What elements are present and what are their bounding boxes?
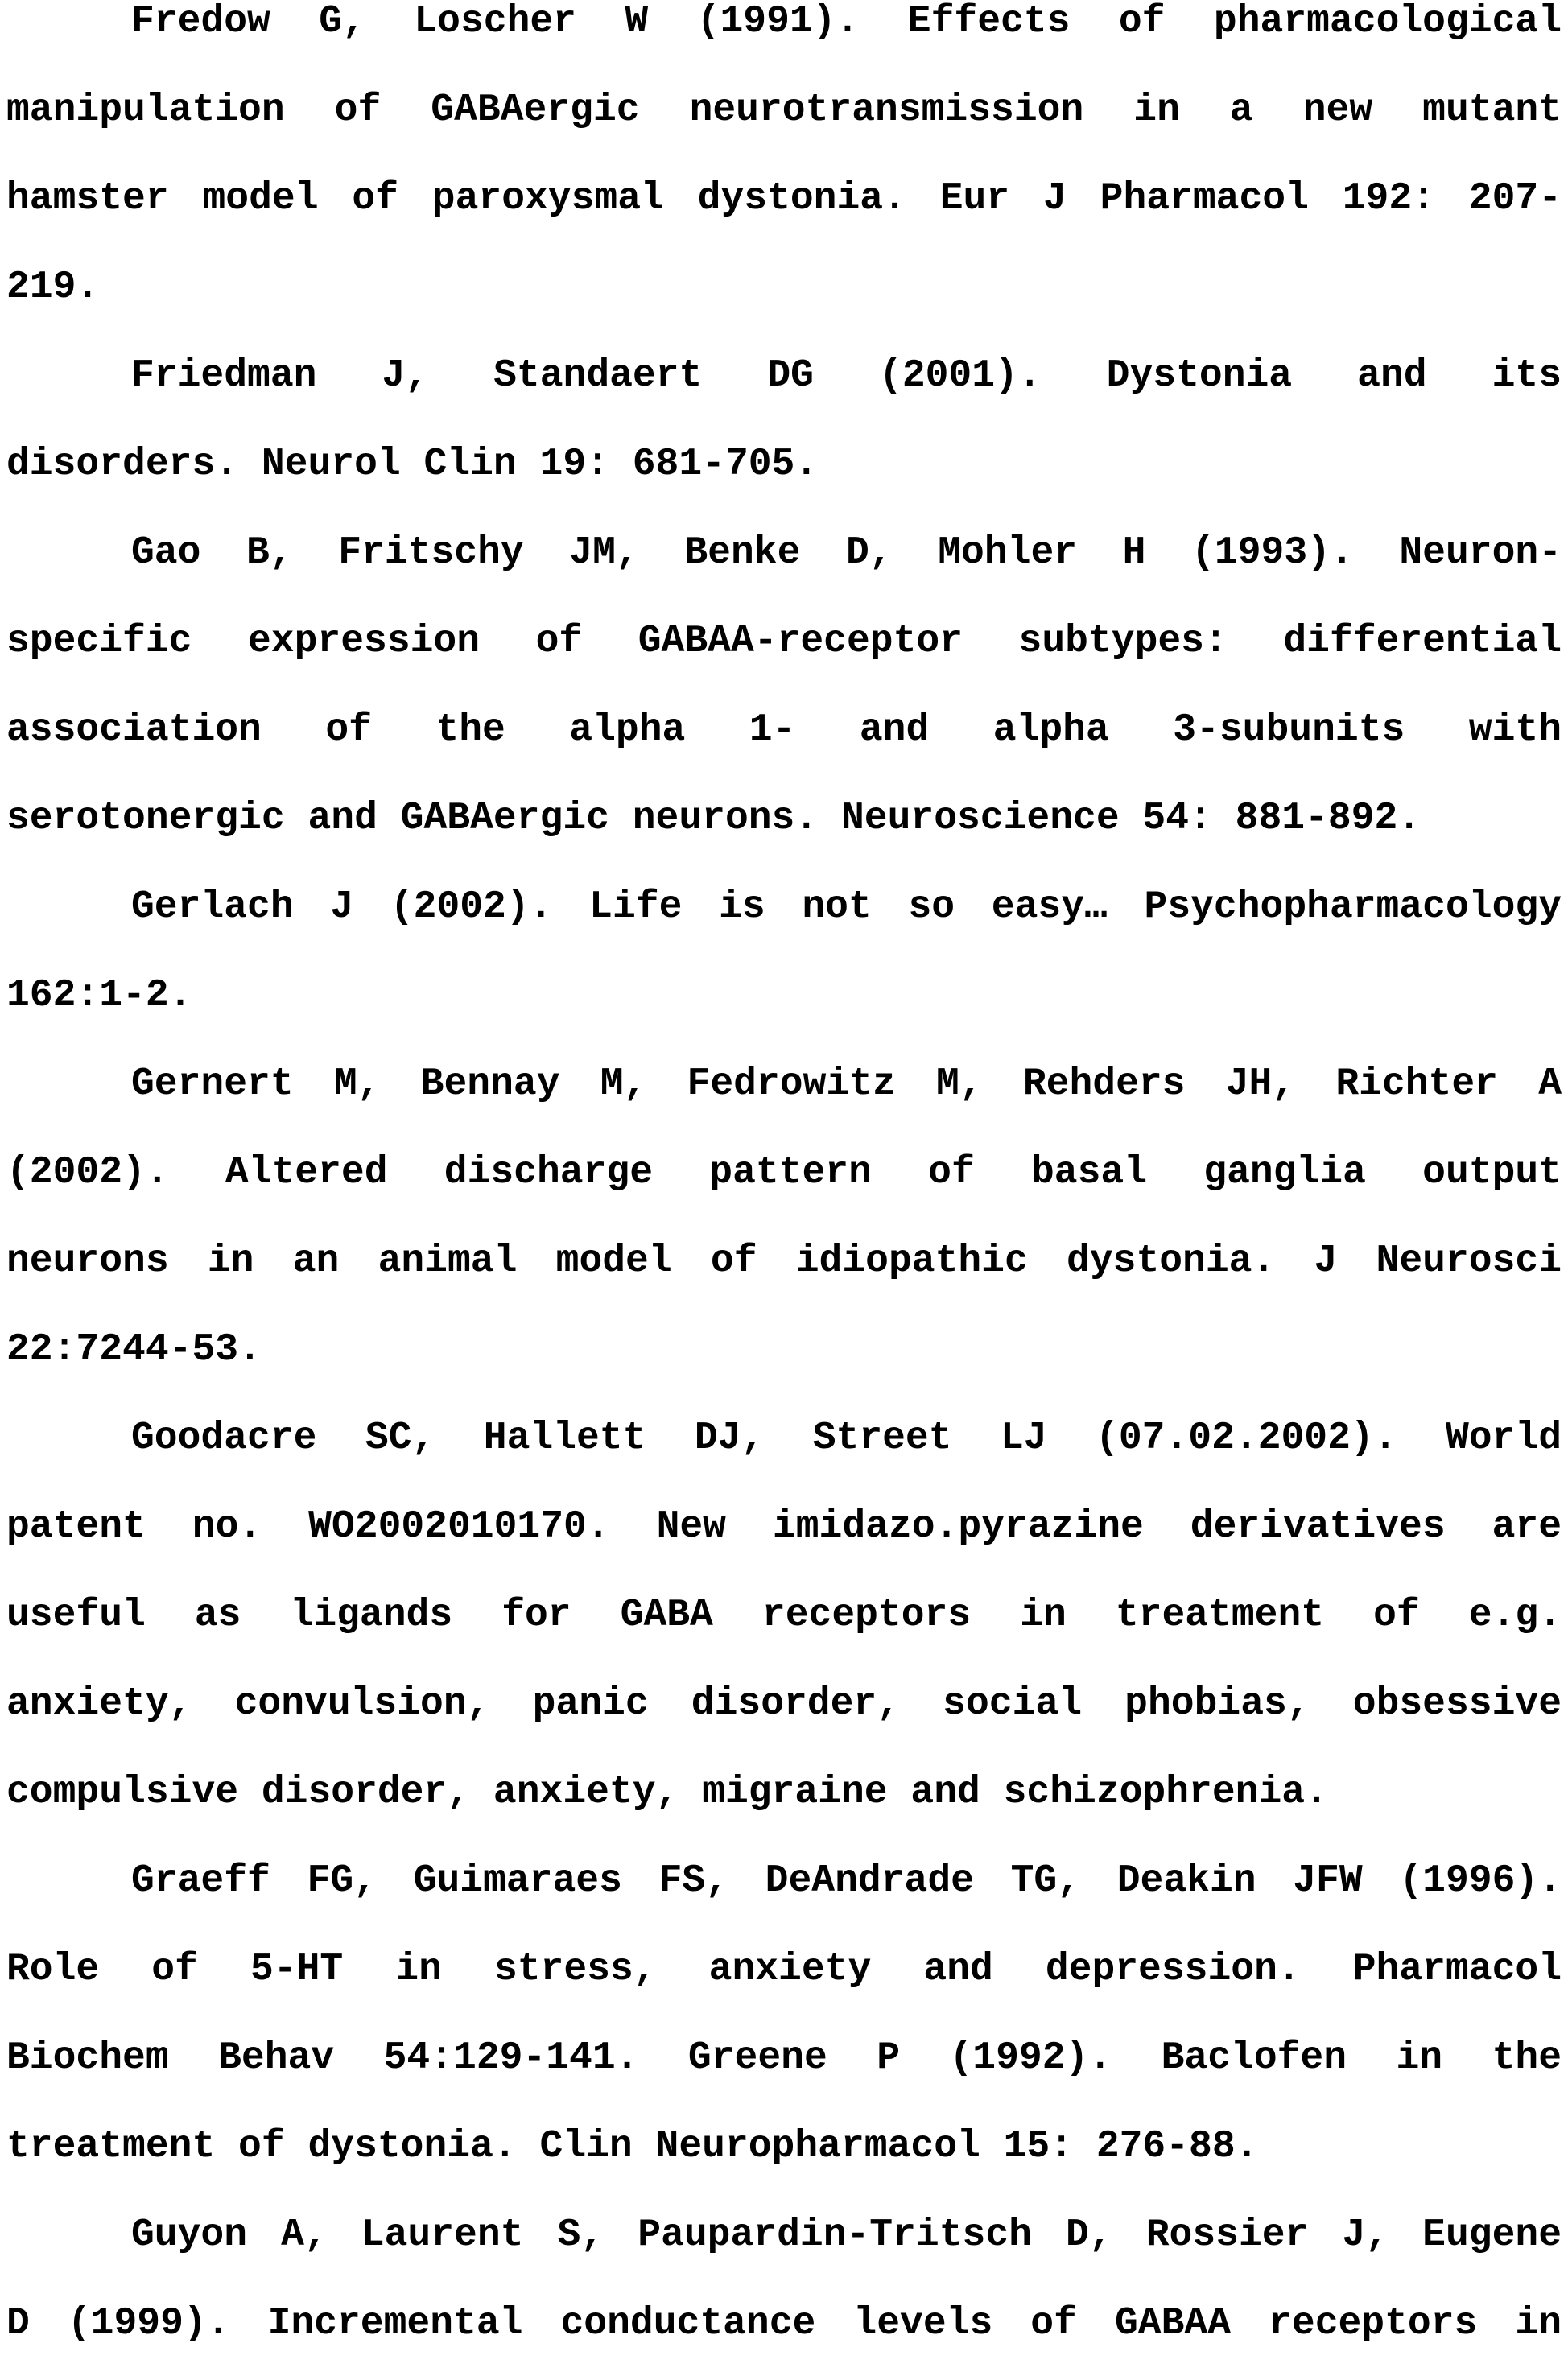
reference-line: 219. (6, 266, 100, 309)
reference-line: D (1999). Incremental conductance levels of GABAA receptors in (6, 2302, 1562, 2345)
reference-line: anxiety, convulsion, panic disorder, social phobias, obsessive (6, 1682, 1562, 1726)
reference-line: disorders. Neurol Clin 19: 681-705. (6, 443, 819, 486)
reference-paragraph (6, 1040, 1562, 1394)
reference-paragraph (6, 0, 1562, 332)
reference-paragraph (6, 863, 1562, 1040)
reference-paragraph (6, 2191, 1562, 2368)
reference-line: hamster model of paroxysmal dystonia. Eur J Pharmacol 192: 207- (6, 177, 1562, 221)
reference-line: Graeff FG, Guimaraes FS, DeAndrade TG, Deakin JFW (1996). (131, 1859, 1562, 1903)
reference-paragraph (6, 1394, 1562, 1837)
reference-line: Gernert M, Bennay M, Fedrowitz M, Rehders JH, Richter A (131, 1062, 1562, 1106)
reference-line: Guyon A, Laurent S, Paupardin-Tritsch D, Rossier J, Eugene (131, 2213, 1562, 2257)
reference-line: useful as ligands for GABA receptors in treatment of e.g. (6, 1594, 1562, 1637)
reference-line: patent no. WO2002010170. New imidazo.pyrazine derivatives are (6, 1505, 1562, 1549)
reference-line: specific expression of GABAA-receptor subtypes: differential (6, 620, 1562, 663)
reference-line: Gao B, Fritschy JM, Benke D, Mohler H (1993). Neuron- (131, 531, 1562, 575)
reference-line: Friedman J, Standaert DG (2001). Dystonia and its (131, 354, 1562, 398)
reference-line: Role of 5-HT in stress, anxiety and depression. Pharmacol (6, 1948, 1562, 1991)
reference-paragraph (6, 1837, 1562, 2191)
reference-line: compulsive disorder, anxiety, migraine and schizophrenia. (6, 1771, 1328, 1814)
reference-line: manipulation of GABAergic neurotransmission in a new mutant (6, 89, 1562, 132)
reference-line: 22:7244-53. (6, 1328, 262, 1372)
reference-line: 162:1-2. (6, 974, 192, 1017)
reference-paragraph (6, 509, 1562, 863)
reference-line: (2002). Altered discharge pattern of basal ganglia output (6, 1151, 1562, 1194)
reference-line: Goodacre SC, Hallett DJ, Street LJ (07.02.2002). World (131, 1417, 1562, 1460)
reference-line: treatment of dystonia. Clin Neuropharmacol 15: 276-88. (6, 2125, 1259, 2168)
reference-line: Gerlach J (2002). Life is not so easy… Psychopharmacology (131, 885, 1562, 929)
reference-line: Fredow G, Loscher W (1991). Effects of pharmacological (131, 0, 1562, 43)
reference-line: association of the alpha 1- and alpha 3-subunits with (6, 708, 1562, 752)
reference-line: Biochem Behav 54:129-141. Greene P (1992). Baclofen in the (6, 2036, 1562, 2080)
reference-line: neurons in an animal model of idiopathic dystonia. J Neurosci (6, 1240, 1562, 1283)
reference-line: serotonergic and GABAergic neurons. Neuroscience 54: 881-892. (6, 797, 1422, 840)
reference-paragraph (6, 332, 1562, 509)
